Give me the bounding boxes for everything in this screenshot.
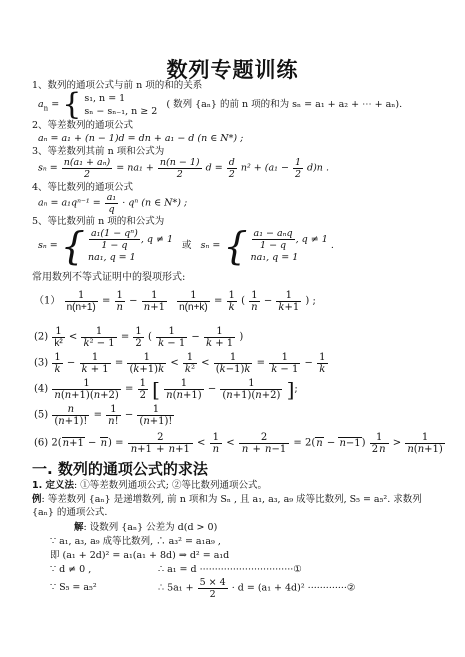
example-text: : 等差数列 {aₙ} 是递增数列, 前 n 项和为 Sₙ , 且 a₁, a₃, a₉ 成等比数列, S₅ = a₅². 求数列 xyxy=(41,494,422,505)
example-line-2: {aₙ} 的通项公式. xyxy=(32,507,108,518)
item-5-heading: 5、等比数列前 n 项的和公式为 xyxy=(32,216,165,227)
formula-part: sₙ = xyxy=(200,240,224,251)
item-4-formula xyxy=(38,192,187,215)
frac-den: 2 xyxy=(83,169,91,180)
frac-den: 2 xyxy=(294,169,301,180)
brace-icon: { xyxy=(60,224,85,268)
solution-label: 解 xyxy=(74,522,84,533)
brace-icon: { xyxy=(62,87,82,122)
inequality-heading: 常用数列不等式证明中的裂项形式: xyxy=(32,272,186,283)
formula-var: a xyxy=(38,99,44,110)
case-block xyxy=(251,228,328,264)
case-line: na₁, q = 1 xyxy=(250,252,299,263)
solution-step-1: ∵ a₁, a₃, a₉ 成等比数列, ∴ a₃² = a₁a₉ , xyxy=(50,536,221,547)
case-cond: , q ≠ 1 xyxy=(295,234,328,245)
ineq-formula-4: (4) $\frac{1}{n(n+1)(n+2)}$ = $\frac{1}{2}$ [ $\frac{1}{n(n+1)}$ − $\frac{1}{(n+1)(n+2)}$ ]; xyxy=(34,377,298,402)
formula-part: aₙ = a₁qⁿ⁻¹ = xyxy=(38,197,104,209)
formula-part: d = xyxy=(205,162,226,174)
ineq-formula-5: (5) $\frac{n}{(n+1)!}$ = $\frac{1}{n!}$ − $\frac{1}{(n+1)!}$ xyxy=(34,404,173,427)
frac-num: a₁(1 − qⁿ) xyxy=(90,228,138,239)
frac-num: 5 × 4 xyxy=(199,577,226,588)
solution-step-4a: ∵ S₅ = a₅² xyxy=(50,582,97,593)
formula-part: sₙ = xyxy=(38,240,61,251)
frac-den: 1 − q xyxy=(260,240,287,251)
fraction xyxy=(105,192,118,215)
frac-num: 1 xyxy=(294,157,301,168)
frac-den: 2 xyxy=(209,589,216,600)
item-1-heading: 1、数列的通项公式与前 n 项的和的关系 xyxy=(32,80,203,91)
formula-label: (6) xyxy=(34,437,49,449)
definition-line xyxy=(32,480,267,492)
formula-label: (4) xyxy=(34,383,49,395)
formula-part: · d = (a₁ + 4d)² ·············② xyxy=(231,582,356,594)
formula-part: = na₁ + xyxy=(116,162,157,174)
frac-num: n(n − 1) xyxy=(159,157,200,168)
formula-part: ∴ 5a₁ + xyxy=(158,582,197,594)
solution-step-3b: ∴ a₁ = d ·······························① xyxy=(158,564,302,575)
case-line: na₁, q = 1 xyxy=(87,252,136,263)
ineq-formula-3: (3) $\frac{1}{k}$ − $\frac{1}{k + 1}$ = $\frac{1}{(k+1)k}$ < $\frac{1}{\text{k²}}$ < $\frac{1}{(k-1)k}$ = $\frac{1}{k - 1}$ − $\frac{1}{k}$ xyxy=(34,352,326,375)
frac-den: 2 xyxy=(228,169,235,180)
ineq-formula-6: (6) 2(n+1 − n) = $\frac{2}{n+1 + n+1}$ < $\frac{1}{n}$ < $\frac{2}{n + n-1}$ = 2(n − n−1) $\frac{1}{2n}$ > $\frac{1}{n(n+1)}$ xyxy=(34,432,443,455)
fraction xyxy=(62,157,113,180)
item-5-formula xyxy=(38,224,334,268)
definition-label: 1. 定义法 xyxy=(32,480,75,491)
solution-step-4b xyxy=(158,577,355,600)
ineq-formula-2: (2) $\frac{1}{\text{k²}}$ < $\frac{1}{\text{k² − 1}}$ = $\frac{1}{2}$ ( $\frac{1}{k - 1}$ − $\frac{1}{k + 1}$ ) xyxy=(34,326,244,349)
formula-label: (5) xyxy=(34,409,49,421)
formula-part: · qⁿ (n ∈ N*) ; xyxy=(122,197,188,209)
formula-part: n² + (a₁ − xyxy=(240,162,292,174)
or-word: 或 xyxy=(182,240,192,251)
frac-num: a₁ − aₙq xyxy=(253,228,293,239)
example-label: 例 xyxy=(32,494,42,505)
item-4-heading: 4、等比数列的通项公式 xyxy=(32,182,134,193)
definition-text: : ①等差数列通项公式; ②等比数列通项公式。 xyxy=(74,480,267,491)
case-line: s₁, n = 1 xyxy=(84,93,126,104)
case-line: sₙ − sₙ₋₁, n ≥ 2 xyxy=(84,106,158,117)
ineq-formula-1: （1） $\frac{1}{n(n+1)}$ = $\frac{1}{n}$ − $\frac{1}{n+1}$ $\frac{1}{n(n+k)}$ = $\frac{1}{k}$ ( $\frac{1}{n}$ − $\frac{1}{k+1}$ ) ; xyxy=(34,290,316,313)
formula-label: (2) xyxy=(34,331,49,343)
frac-den: 1 − q xyxy=(101,240,128,251)
solution-text: : 设数列 {aₙ} 公差为 d(d > 0) xyxy=(83,522,218,533)
formula-part: d)n . xyxy=(307,162,329,174)
solution-line xyxy=(74,522,217,534)
solution-step-2: 即 (a₁ + 2d)² = a₁(a₁ + 8d) ⇒ d² = a₁d xyxy=(50,550,230,561)
section-heading: 一. 数列的通项公式的求法 xyxy=(32,460,208,478)
case-block xyxy=(88,228,173,264)
item-1-note: ( 数列 {aₙ} 的前 n 项的和为 sₙ = a₁ + a₂ + ⋯ + aₙ). xyxy=(166,99,403,110)
fraction xyxy=(227,157,237,180)
example-line xyxy=(32,494,422,506)
item-2-formula: aₙ = a₁ + (n − 1)d = dn + a₁ − d (n ∈ N*) ; xyxy=(38,133,244,144)
formula-label: （1） xyxy=(34,295,61,307)
solution-step-3a: ∵ d ≠ 0 , xyxy=(50,564,92,575)
brace-icon: { xyxy=(223,224,248,268)
page-title: 数列专题训练 xyxy=(166,58,299,82)
formula-label: (3) xyxy=(34,357,49,369)
frac-num: d xyxy=(228,157,235,168)
formula-part: . xyxy=(330,240,334,251)
item-3-formula xyxy=(38,157,329,180)
item-1-formula: $a_n$ = { s₁, n = 1 sₙ − sₙ₋₁, n ≥ 2 ( 数列 {aₙ} 的前 n 项的和为 sₙ = a₁ + a₂ + ⋯ + aₙ). xyxy=(38,87,403,122)
frac-num: n(a₁ + aₙ) xyxy=(63,157,111,168)
frac-num: a₁ xyxy=(106,192,117,203)
frac-den: 2 xyxy=(176,169,183,180)
frac-den: q xyxy=(108,204,115,215)
formula-part: sₙ = xyxy=(38,162,61,174)
fraction xyxy=(158,157,202,180)
case-cond: , q ≠ 1 xyxy=(140,234,173,245)
item-3-heading: 3、等差数列其前 n 项和公式为 xyxy=(32,146,165,157)
item-2-heading: 2、等差数列的通项公式 xyxy=(32,120,134,131)
case-block xyxy=(84,92,157,118)
fraction xyxy=(293,157,303,180)
